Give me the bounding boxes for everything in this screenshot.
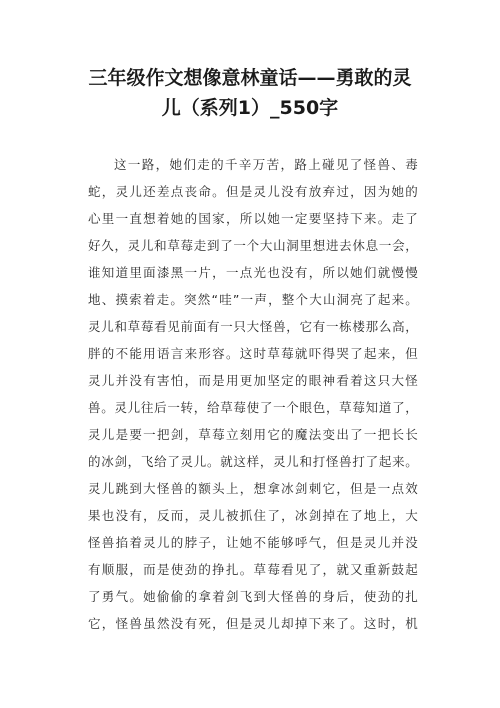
- body-line: 好久，灵儿和草莓走到了一个大山洞里想进去休息一会，: [88, 238, 418, 253]
- body-line: 有顺服，而是使劲的挣扎。草莓看见了，就又重新鼓起: [88, 562, 418, 577]
- body-line: 地、摸索着走。突然“哇”一声，整个大山洞亮了起来。: [88, 292, 418, 307]
- body-line: 灵儿和草莓看见前面有一只大怪兽，它有一栋楼那么高，: [88, 319, 418, 334]
- body-line: 灵儿是要一把剑，草莓立刻用它的魔法变出了一把长长: [88, 427, 418, 442]
- body-line: 的冰剑，飞给了灵儿。就这样，灵儿和打怪兽打了起来。: [88, 454, 418, 469]
- title-line-1: 三年级作文想像意林童话——勇敢的灵: [88, 67, 412, 89]
- document-body: [88, 151, 418, 637]
- document-title: [70, 63, 430, 123]
- body-line: 兽。灵儿往后一转，给草莓使了一个眼色，草莓知道了，: [88, 400, 418, 415]
- body-line: 心里一直想着她的国家，所以她一定要坚持下来。走了: [88, 211, 418, 226]
- body-line: 胖的不能用语言来形容。这时草莓就吓得哭了起来，但: [88, 346, 418, 361]
- body-line: 果也没有，反而，灵儿被抓住了，冰剑掉在了地上，大: [88, 508, 418, 523]
- body-line: 灵儿跳到大怪兽的额头上，想拿冰剑刺它，但是一点效: [88, 481, 418, 496]
- body-line: 灵儿并没有害怕，而是用更加坚定的眼神看着这只大怪: [88, 373, 418, 388]
- body-line: 怪兽掐着灵儿的脖子，让她不能够呼气，但是灵儿并没: [88, 535, 418, 550]
- body-line: 蛇，灵儿还差点丧命。但是灵儿没有放弃过，因为她的: [88, 184, 418, 199]
- body-line: 这一路，她们走的千辛万苦，路上碰见了怪兽、毒: [114, 157, 418, 172]
- title-line-2: 儿（系列1）_550字: [161, 97, 339, 119]
- body-line: 了勇气。她偷偷的拿着剑飞到大怪兽的身后，使劲的扎: [88, 589, 418, 604]
- body-line: 它，怪兽虽然没有死，但是灵儿却掉下来了。这时，机: [88, 616, 418, 631]
- body-line: 谁知道里面漆黑一片，一点光也没有，所以她们就慢慢: [88, 265, 418, 280]
